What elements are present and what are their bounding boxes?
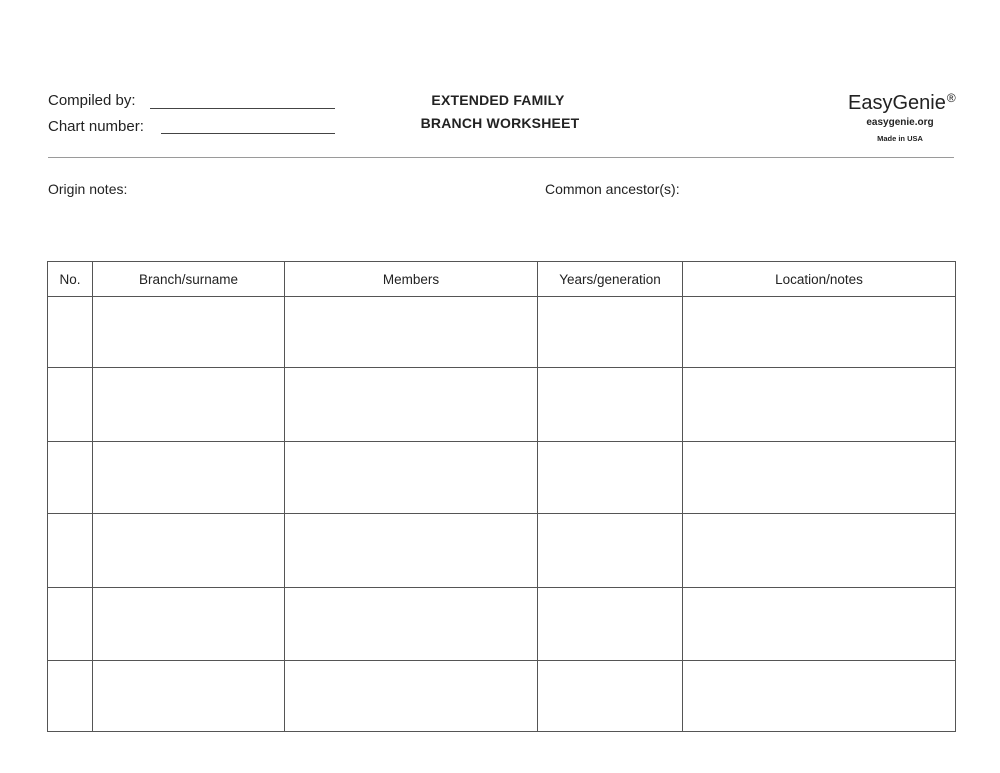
members-cell[interactable] <box>285 588 538 661</box>
branch-surname-cell[interactable] <box>93 297 285 368</box>
table-row <box>48 661 956 732</box>
location-notes-cell[interactable] <box>683 368 956 442</box>
column-header-no: No. <box>48 262 93 297</box>
no-cell[interactable] <box>48 661 93 732</box>
origin-notes-label: Origin notes: <box>48 181 128 197</box>
members-cell[interactable] <box>285 442 538 514</box>
no-cell[interactable] <box>48 514 93 588</box>
brand-name: EasyGenie <box>848 92 946 114</box>
table-row <box>48 514 956 588</box>
location-notes-cell[interactable] <box>683 661 956 732</box>
brand-url: easygenie.org <box>866 117 934 128</box>
members-cell[interactable] <box>285 514 538 588</box>
members-cell[interactable] <box>285 297 538 368</box>
table-row <box>48 297 956 368</box>
location-notes-cell[interactable] <box>683 297 956 368</box>
chart-number-field[interactable] <box>161 133 335 134</box>
worksheet-title-line2: BRANCH WORKSHEET <box>420 115 580 131</box>
location-notes-cell[interactable] <box>683 588 956 661</box>
no-cell[interactable] <box>48 588 93 661</box>
members-cell[interactable] <box>285 368 538 442</box>
no-cell[interactable] <box>48 297 93 368</box>
branch-surname-cell[interactable] <box>93 514 285 588</box>
column-header-years-generation: Years/generation <box>538 262 683 297</box>
brand-logo <box>848 91 956 115</box>
table-row <box>48 588 956 661</box>
no-cell[interactable] <box>48 442 93 514</box>
column-header-branch-surname: Branch/surname <box>93 262 285 297</box>
years-generation-cell[interactable] <box>538 661 683 732</box>
years-generation-cell[interactable] <box>538 588 683 661</box>
column-header-members: Members <box>285 262 538 297</box>
years-generation-cell[interactable] <box>538 514 683 588</box>
registered-mark: ® <box>946 91 956 105</box>
branch-surname-cell[interactable] <box>93 368 285 442</box>
branch-surname-cell[interactable] <box>93 661 285 732</box>
worksheet-title-line1: EXTENDED FAMILY <box>431 92 565 108</box>
location-notes-cell[interactable] <box>683 514 956 588</box>
branch-worksheet-table <box>47 261 956 732</box>
table-row <box>48 442 956 514</box>
chart-number-label: Chart number: <box>48 118 144 135</box>
branch-surname-cell[interactable] <box>93 442 285 514</box>
made-in-label: Made in USA <box>877 134 923 143</box>
column-header-location-notes: Location/notes <box>683 262 956 297</box>
header-divider <box>48 157 954 158</box>
table-header-row <box>48 262 956 297</box>
table-body <box>48 297 956 732</box>
no-cell[interactable] <box>48 368 93 442</box>
members-cell[interactable] <box>285 661 538 732</box>
compiled-by-field[interactable] <box>150 108 335 109</box>
years-generation-cell[interactable] <box>538 368 683 442</box>
table-row <box>48 368 956 442</box>
common-ancestor-label: Common ancestor(s): <box>545 181 680 197</box>
years-generation-cell[interactable] <box>538 442 683 514</box>
years-generation-cell[interactable] <box>538 297 683 368</box>
location-notes-cell[interactable] <box>683 442 956 514</box>
compiled-by-label: Compiled by: <box>48 92 136 109</box>
branch-surname-cell[interactable] <box>93 588 285 661</box>
